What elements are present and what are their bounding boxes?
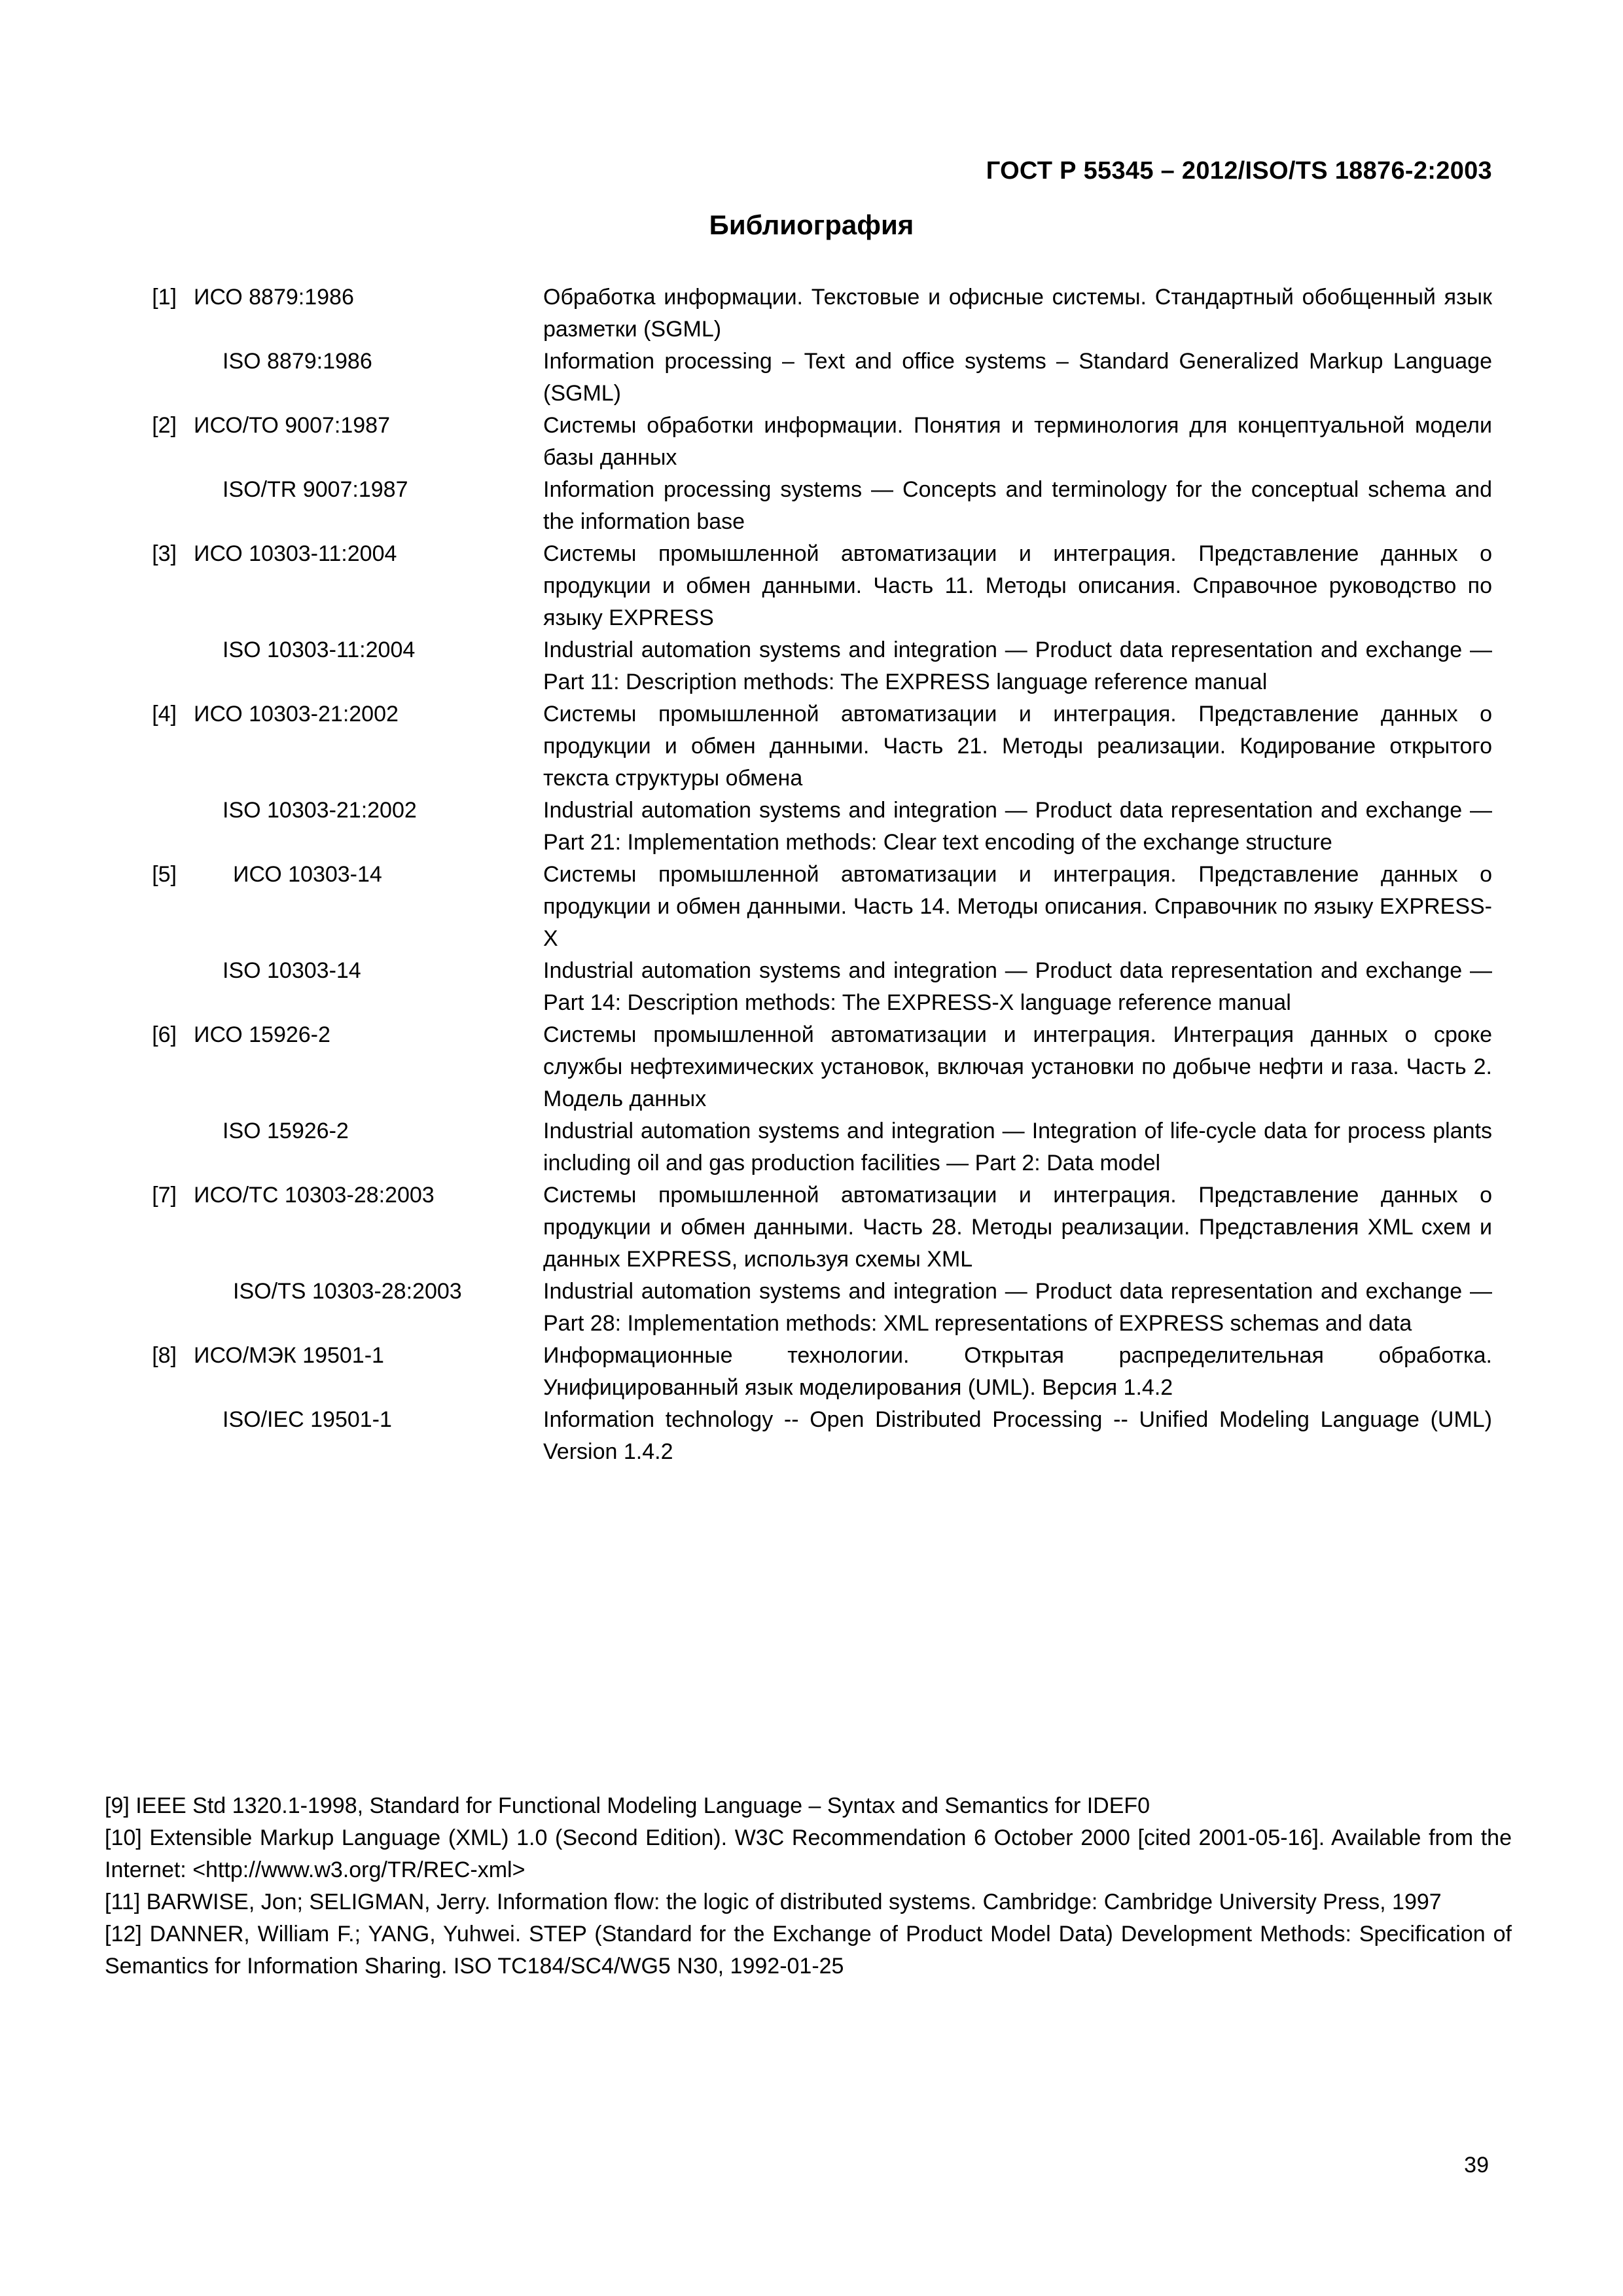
list-item: [10] Extensible Markup Language (XML) 1.0 (Second Edition). W3C Recommendation 6 October 2000 [cited 2001-05-16]. Available from the Internet: <http://www.w3.org/TR/REC-xml> [105,1825,1512,1882]
list-item [118,1340,1505,1404]
entry-reference: ISO 10303-11:2004 [223,637,416,662]
list-item [118,634,1505,698]
entry-description: Системы обработки информации. Понятия и терминология для концептуальной модели базы данных [543,413,1492,470]
list-item [118,410,1505,474]
list-item [118,1115,1505,1179]
entry-number: [2] [152,413,177,438]
entry-description: Обработка информации. Текстовые и офисные системы. Стандартный обобщенный язык разметки (SGML) [543,285,1492,342]
entry-reference: ISO 8879:1986 [223,349,372,374]
entry-number: [6] [152,1022,177,1047]
list-item [118,1019,1505,1115]
list-item: [9] IEEE Std 1320.1-1998, Standard for Functional Modeling Language – Syntax and Semantics for IDEF0 [105,1793,1150,1818]
entry-description: Information technology -- Open Distributed Processing -- Unified Modeling Language (UML) Version 1.4.2 [543,1407,1492,1464]
entry-reference: ИСО/МЭК 19501-1 [194,1343,384,1368]
entry-reference: ISO 10303-14 [223,958,361,983]
entry-reference: ISO/TS 10303-28:2003 [233,1279,462,1304]
entry-number: [5] [152,862,177,887]
entry-description: Системы промышленной автоматизации и интеграция. Интеграция данных о сроке службы нефтехимических установок, включая установки по добыче нефти и газа. Часть 2. Модель данных [543,1022,1492,1111]
entry-reference: ИСО/ТС 10303-28:2003 [194,1183,435,1208]
list-item [118,281,1505,346]
list-item: [12] DANNER, William F.; YANG, Yuhwei. STEP (Standard for the Exchange of Product Model Data) Development Methods: Specification of Semantics for Information Sharing. ISO TC184/SC4/WG5 N30, 1992-01-25 [105,1922,1512,1979]
list-item [118,698,1505,795]
entry-number: [3] [152,541,177,566]
entry-number: [8] [152,1343,177,1368]
list-item [118,1276,1505,1340]
list-item [118,538,1505,634]
entry-reference: ИСО 10303-21:2002 [194,702,399,726]
entry-description: Системы промышленной автоматизации и интеграция. Представление данных о продукции и обмен данными. Часть 11. Методы описания. Справочное руководство по языку EXPRESS [543,541,1492,630]
page-header: ГОСТ Р 55345 – 2012/ISO/TS 18876-2:2003 [986,157,1492,185]
entry-description: Industrial automation systems and integration — Product data representation and exchange — Part 11: Description methods: The EXPRESS language reference manual [543,637,1492,694]
entry-description: Информационные технологии. Открытая распределительная обработка. Унифицированный язык моделирования (UML). Версия 1.4.2 [543,1343,1492,1400]
entry-reference: ИСО/ТО 9007:1987 [194,413,390,438]
entry-description: Системы промышленной автоматизации и интеграция. Представление данных о продукции и обмен данными. Часть 21. Методы реализации. Кодирование открытого текста структуры обмена [543,702,1492,791]
entry-description: Information processing systems — Concepts and terminology for the conceptual schema and the information base [543,477,1492,534]
entry-description: Системы промышленной автоматизации и интеграция. Представление данных о продукции и обмен данными. Часть 28. Методы реализации. Представления XML схем и данных EXPRESS, используя схемы XML [543,1183,1492,1272]
entry-reference: ИСО 15926-2 [194,1022,330,1047]
list-item: [11] BARWISE, Jon; SELIGMAN, Jerry. Information flow: the logic of distributed systems. Cambridge: Cambridge University Press, 1997 [105,1890,1442,1914]
entry-description: Industrial automation systems and integration — Product data representation and exchange — Part 21: Implementation methods: Clear text encoding of the exchange structure [543,798,1492,855]
list-item [118,795,1505,859]
entry-reference: ISO 15926-2 [223,1119,349,1143]
entry-number: [1] [152,285,177,310]
entry-reference: ISO/TR 9007:1987 [223,477,408,502]
entry-number: [7] [152,1183,177,1208]
list-item [118,1179,1505,1276]
list-item [118,859,1505,955]
page-title: Библиография [709,209,914,240]
page-number: 39 [1464,2153,1489,2178]
bibliography-tail-list [105,1790,1512,1982]
list-item [118,1404,1505,1468]
list-item [118,346,1505,410]
entry-reference: ИСО 10303-14 [233,862,382,887]
entry-description: Industrial automation systems and integration — Integration of life-cycle data for process plants including oil and gas production facilities — Part 2: Data model [543,1119,1492,1175]
entry-reference: ИСО 8879:1986 [194,285,354,310]
bibliography-list [118,281,1505,1468]
list-item [118,474,1505,538]
entry-number: [4] [152,702,177,726]
entry-reference: ИСО 10303-11:2004 [194,541,397,566]
entry-description: Industrial automation systems and integration — Product data representation and exchange — Part 14: Description methods: The EXPRESS-X language reference manual [543,958,1492,1015]
entry-description: Industrial automation systems and integration — Product data representation and exchange — Part 28: Implementation methods: XML representations of EXPRESS schemas and data [543,1279,1492,1336]
entry-description: Системы промышленной автоматизации и интеграция. Представление данных о продукции и обмен данными. Часть 14. Методы описания. Справочник по языку EXPRESS-X [543,862,1492,951]
entry-reference: ISO/IEC 19501-1 [223,1407,392,1432]
entry-reference: ISO 10303-21:2002 [223,798,417,823]
entry-description: Information processing – Text and office systems – Standard Generalized Markup Language (SGML) [543,349,1492,406]
list-item [118,955,1505,1019]
